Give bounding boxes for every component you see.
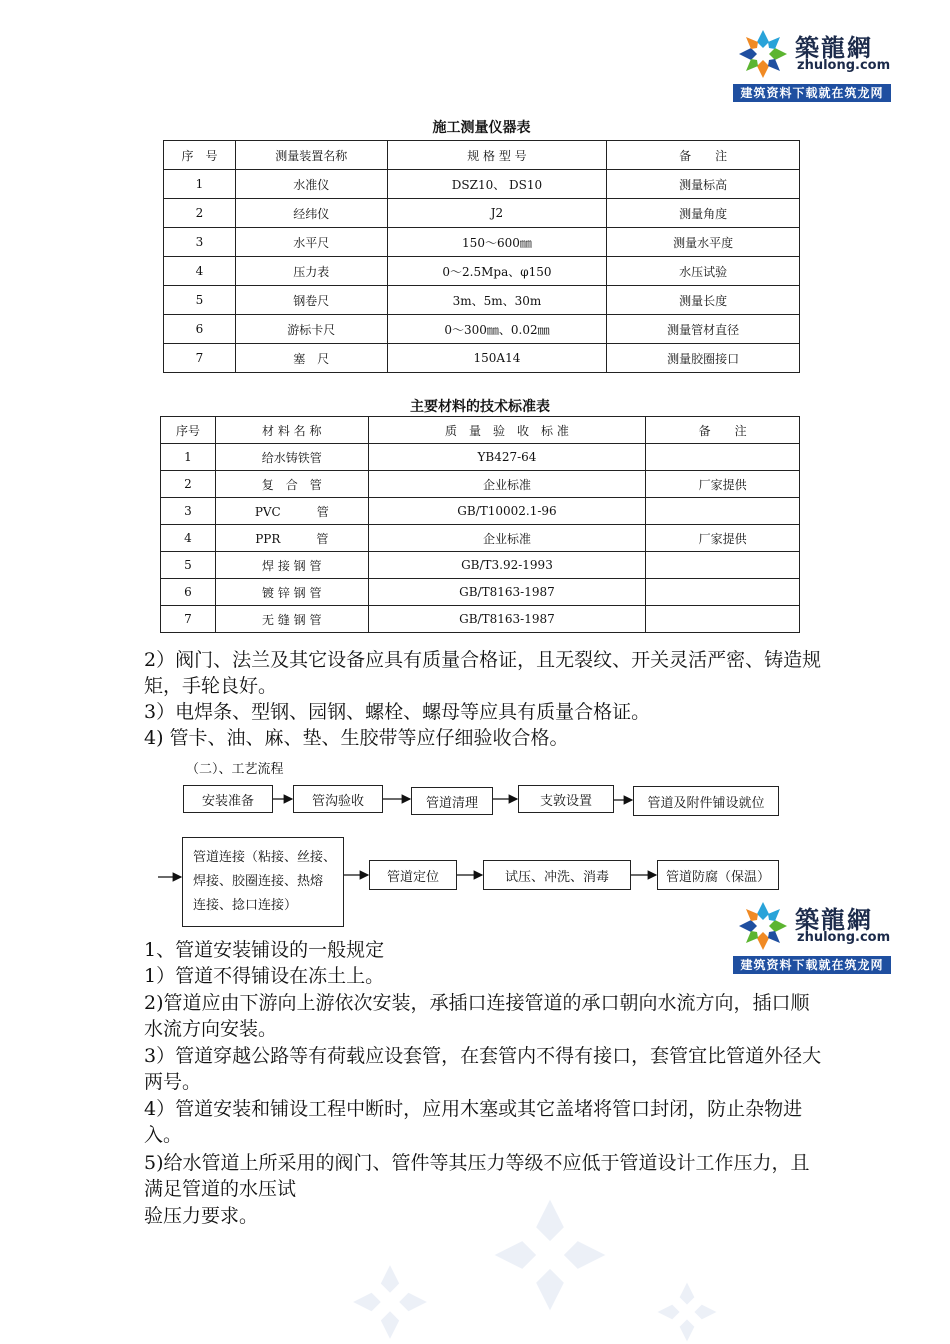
table-cell: 4: [164, 257, 236, 286]
table-cell: 7: [161, 606, 216, 633]
table-cell: GB/T8163-1987: [368, 579, 646, 606]
table-cell: 镀 锌 钢 管: [215, 579, 368, 606]
table-row: [161, 579, 800, 606]
table-row: [164, 344, 800, 373]
logo-chinese-name: 築龍網: [795, 905, 873, 934]
table-row: [161, 471, 800, 498]
flow-step-box: 支敦设置: [518, 785, 614, 813]
section-heading: 1、管道安装铺设的一般规定: [144, 939, 385, 961]
logo-tagline: 建筑资料下载就在筑龙网: [733, 84, 891, 102]
flow-step-box-connection: [182, 837, 344, 927]
table-row: [161, 606, 800, 633]
table-header-cell: 测量装置名称: [235, 141, 387, 170]
table-cell: 经纬仪: [235, 199, 387, 228]
table-cell: 压力表: [235, 257, 387, 286]
logo-tagline: 建筑资料下载就在筑龙网: [733, 956, 891, 974]
table-cell: 企业标准: [368, 471, 646, 498]
flow-step-line: 焊接、胶圈连接、热熔: [193, 874, 324, 889]
table-cell: YB427-64: [368, 444, 646, 471]
flow-step-box: 试压、冲洗、消毒: [483, 860, 631, 890]
table-cell: 测量水平度: [607, 228, 800, 257]
table-cell: [646, 579, 800, 606]
table-cell: GB/T8163-1987: [368, 606, 646, 633]
table-cell: 无 缝 钢 管: [215, 606, 368, 633]
table-cell: GB/T3.92-1993: [368, 552, 646, 579]
table-row: [164, 170, 800, 199]
body-paragraph: 5)给水管道上所采用的阀门、管件等其压力等级不应低于管道设计工作压力，且满足管道的水压试: [144, 1152, 810, 1200]
flow-step-line: 管道连接（粘接、丝接、: [193, 850, 337, 865]
table-cell: GB/T10002.1-96: [368, 498, 646, 525]
table-row: [164, 228, 800, 257]
table-cell: [646, 606, 800, 633]
table-cell: 水压试验: [607, 257, 800, 286]
table-cell: 2: [161, 471, 216, 498]
table-row: [161, 498, 800, 525]
logo-chinese-name: 築龍網: [795, 33, 873, 62]
table-cell: 给水铸铁管: [215, 444, 368, 471]
table-row: [164, 286, 800, 315]
table-cell: 测量角度: [607, 199, 800, 228]
table-cell: 5: [164, 286, 236, 315]
flow-step-box: 管道防腐（保温）: [657, 860, 779, 890]
table-cell: 0～300㎜、0.02㎜: [387, 315, 607, 344]
table-cell: 7: [164, 344, 236, 373]
table-header-cell: 备 注: [646, 417, 800, 444]
body-paragraph: 4) 管卡、油、麻、垫、生胶带等应仔细验收合格。: [144, 727, 569, 749]
table-row: [164, 257, 800, 286]
table-cell: 测量胶圈接口: [607, 344, 800, 373]
flow-step-box: 管道定位: [369, 860, 457, 890]
table-cell: 焊 接 钢 管: [215, 552, 368, 579]
table-header-row: [161, 417, 800, 444]
table-cell: DSZ10、 DS10: [387, 170, 607, 199]
table-cell: 塞 尺: [235, 344, 387, 373]
watermark-snowflake-icon: [655, 1280, 719, 1344]
zhulong-snowflake-icon: [737, 28, 789, 80]
table-cell: PPR 管: [215, 525, 368, 552]
body-paragraph: 2)管道应由下游向上游依次安装，承插口连接管道的承口朝向水流方向，插口顺水流方向安装。: [144, 992, 810, 1040]
instrument-table: [163, 140, 800, 373]
table-row: [161, 444, 800, 471]
body-paragraph: 2）阀门、法兰及其它设备应具有质量合格证，且无裂纹、开关灵活严密、铸造规矩，手轮良好。: [144, 649, 822, 697]
table-cell: 0～2.5Mpa、φ150: [387, 257, 607, 286]
table-cell: 测量长度: [607, 286, 800, 315]
table-cell: 厂家提供: [646, 471, 800, 498]
table-cell: 3m、5m、30m: [387, 286, 607, 315]
body-paragraph: 4）管道安装和铺设工程中断时，应用木塞或其它盖堵将管口封闭，防止杂物进入。: [144, 1098, 803, 1146]
table-row: [161, 525, 800, 552]
table-cell: 5: [161, 552, 216, 579]
table-cell: 3: [161, 498, 216, 525]
table-cell: 水准仪: [235, 170, 387, 199]
table-cell: 复 合 管: [215, 471, 368, 498]
body-paragraph: 1）管道不得铺设在冻土上。: [144, 965, 385, 987]
table-header-cell: 材 料 名 称: [215, 417, 368, 444]
flow-section-label: （二）、工艺流程: [186, 762, 284, 777]
flow-step-box: 安装准备: [183, 785, 273, 813]
table-cell: 1: [161, 444, 216, 471]
table-cell: 150～600㎜: [387, 228, 607, 257]
flow-step-box: 管道及附件铺设就位: [633, 786, 779, 816]
logo-domain: zhulong.com: [797, 58, 891, 73]
table-cell: PVC 管: [215, 498, 368, 525]
table-header-cell: 质 量 验 收 标 准: [368, 417, 646, 444]
flow-step-box: 管沟验收: [293, 785, 383, 813]
table-cell: 6: [164, 315, 236, 344]
table-cell: 3: [164, 228, 236, 257]
table-cell: 水平尺: [235, 228, 387, 257]
table-cell: 4: [161, 525, 216, 552]
table2-title: 主要材料的技术标准表: [410, 399, 550, 415]
table1-title: 施工测量仪器表: [432, 120, 531, 136]
table-cell: [646, 498, 800, 525]
body-paragraph: 验压力要求。: [144, 1205, 259, 1227]
flow-step-box: 管道清理: [411, 787, 493, 815]
table-cell: 企业标准: [368, 525, 646, 552]
table-cell: 钢卷尺: [235, 286, 387, 315]
table-cell: 测量标高: [607, 170, 800, 199]
table-cell: 150A14: [387, 344, 607, 373]
table-cell: [646, 444, 800, 471]
table-cell: 2: [164, 199, 236, 228]
table-header-row: [164, 141, 800, 170]
table-cell: 1: [164, 170, 236, 199]
table-header-cell: 规 格 型 号: [387, 141, 607, 170]
body-paragraph: 3）管道穿越公路等有荷载应设套管，在套管内不得有接口，套管宜比管道外径大两号。: [144, 1045, 822, 1093]
zhulong-logo-top: [733, 26, 893, 104]
table-cell: [646, 552, 800, 579]
watermark-snowflake-icon: [350, 1262, 430, 1342]
table-row: [161, 552, 800, 579]
table-cell: 测量管材直径: [607, 315, 800, 344]
table-cell: 6: [161, 579, 216, 606]
watermark-snowflake-icon: [490, 1195, 610, 1315]
table-header-cell: 序号: [161, 417, 216, 444]
table-header-cell: 序 号: [164, 141, 236, 170]
flow-step-line: 连接、捻口连接）: [193, 898, 298, 913]
table-cell: 游标卡尺: [235, 315, 387, 344]
table-row: [164, 315, 800, 344]
table-cell: J2: [387, 199, 607, 228]
table-header-cell: 备 注: [607, 141, 800, 170]
table-cell: 厂家提供: [646, 525, 800, 552]
material-standard-table: [160, 416, 800, 633]
logo-domain: zhulong.com: [797, 930, 891, 945]
table-row: [164, 199, 800, 228]
body-paragraph: 3）电焊条、型钢、园钢、螺栓、螺母等应具有质量合格证。: [144, 701, 651, 723]
